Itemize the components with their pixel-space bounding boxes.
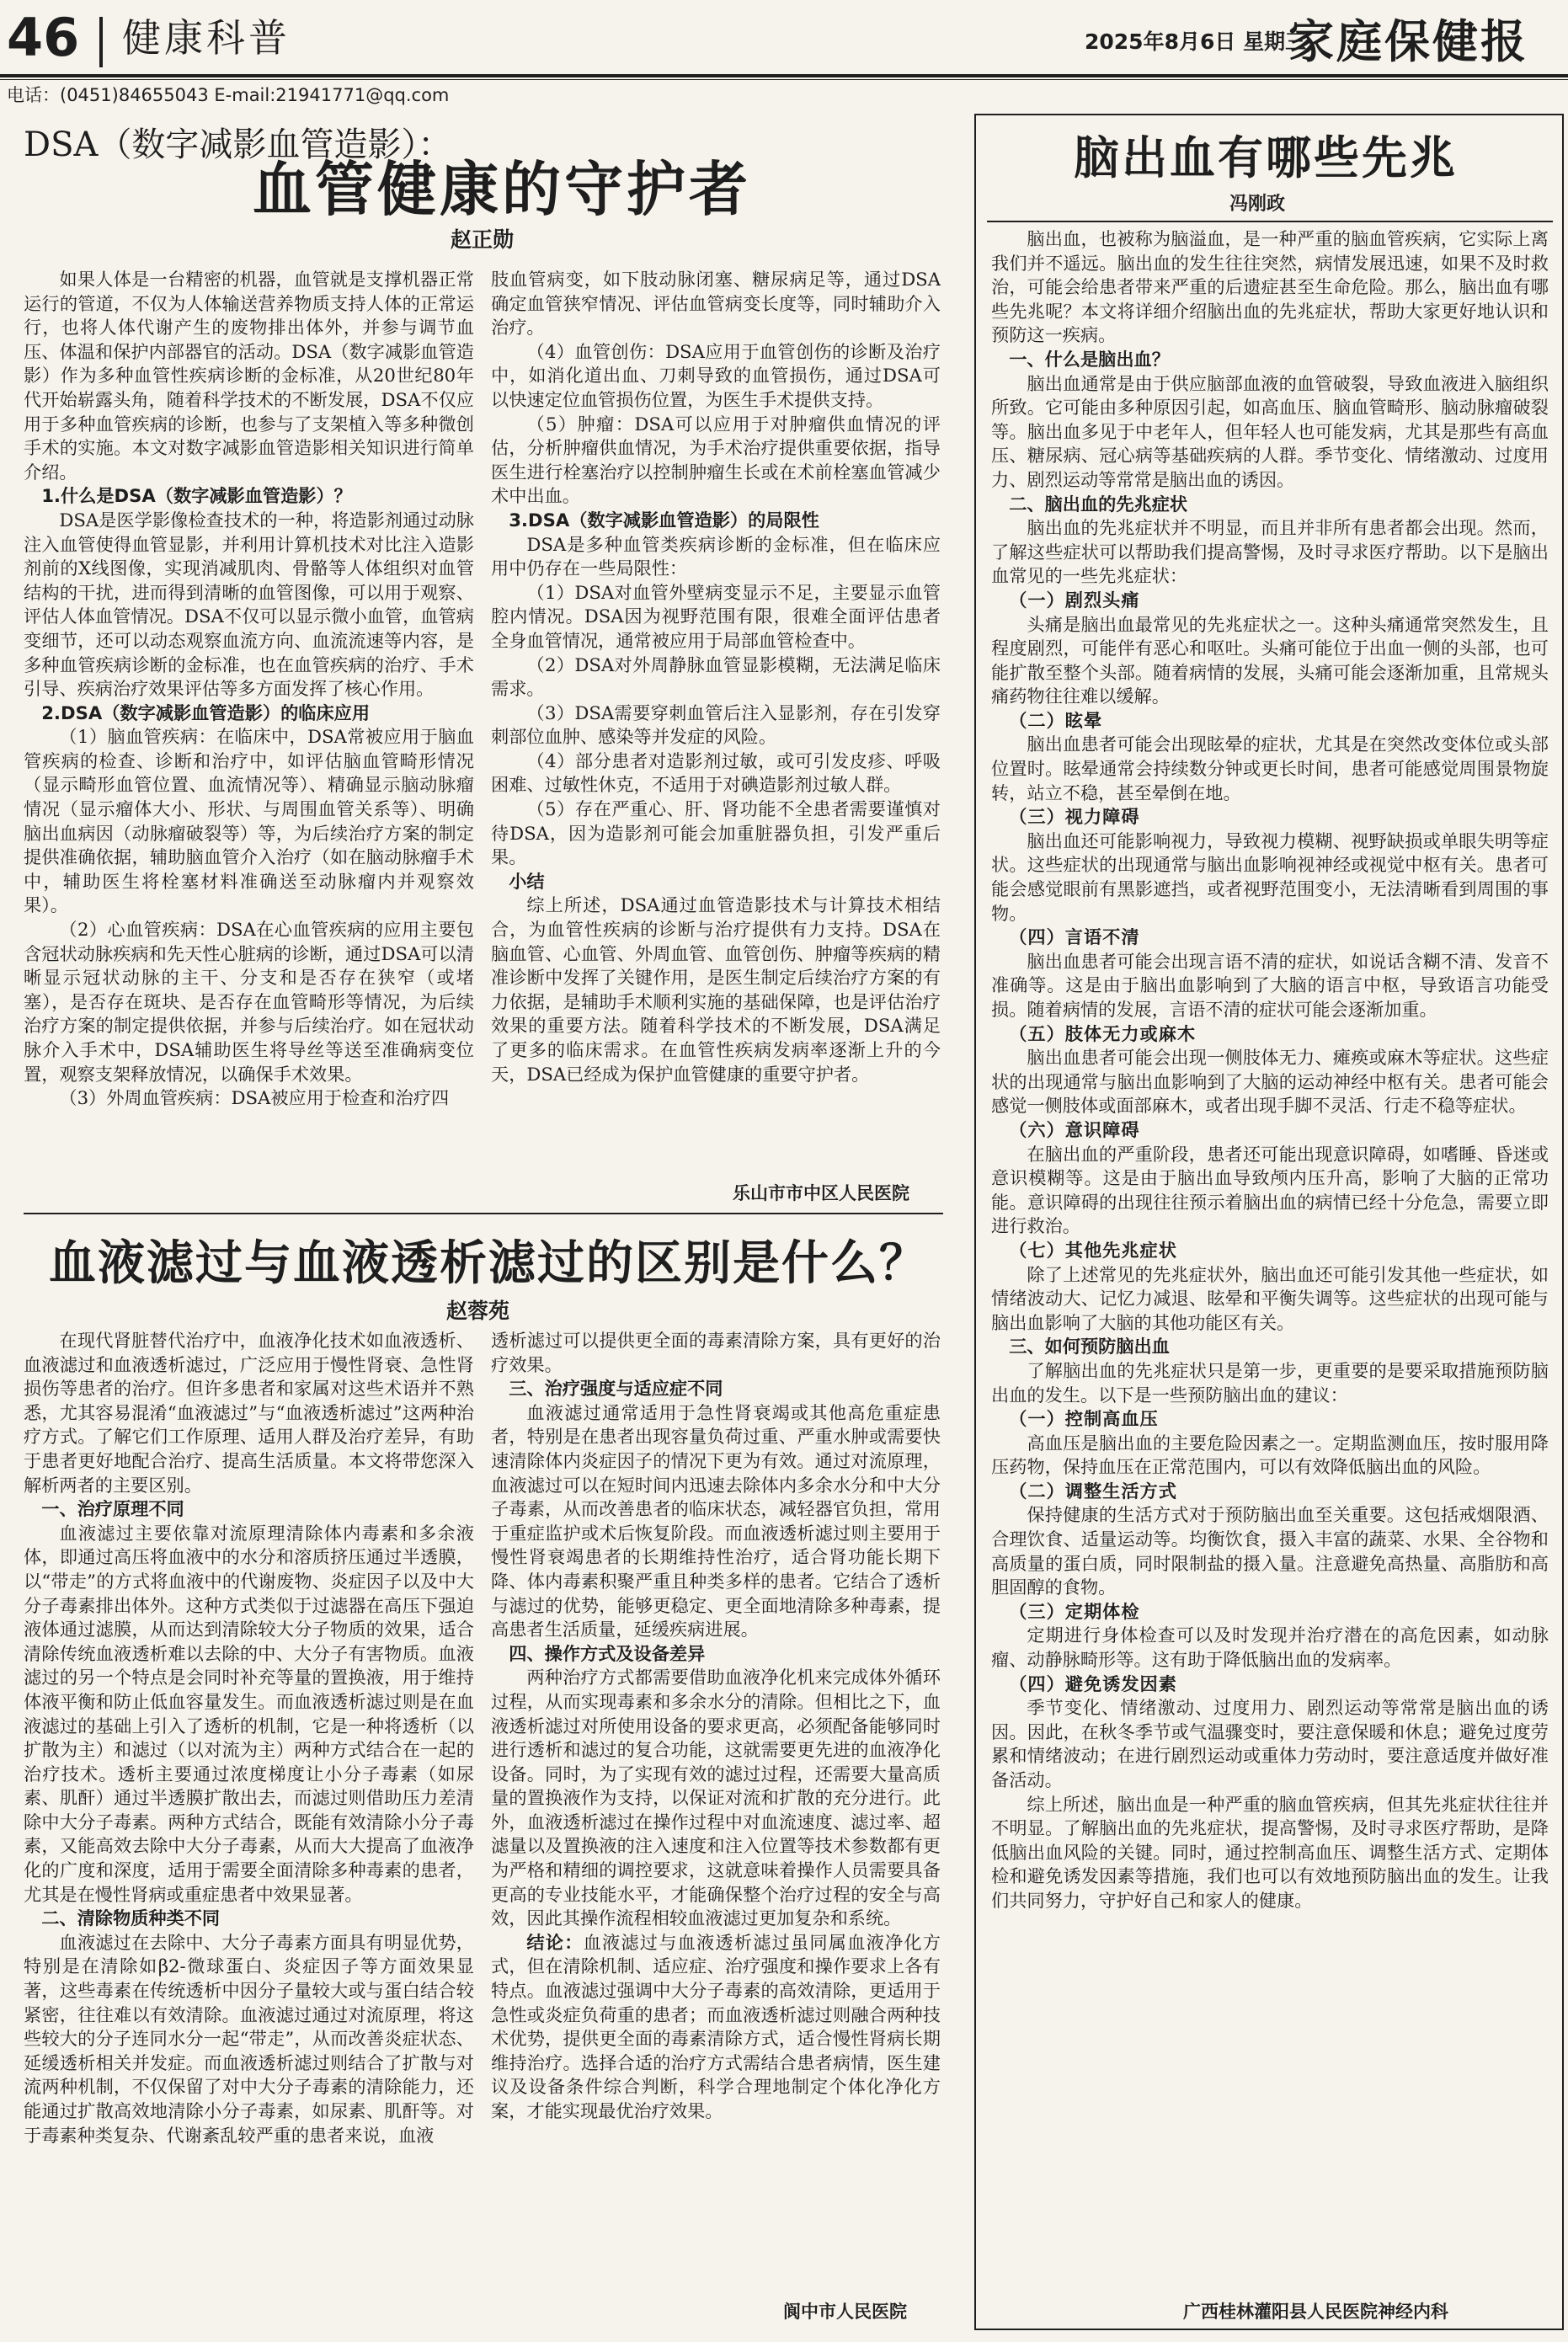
subheading-minor: （三）定期体检 — [1009, 1600, 1140, 1622]
article1-title: 血管健康的守护者 — [253, 154, 751, 224]
subheading: 二、清除物质种类不同 — [41, 1907, 221, 1929]
subheading-minor: （七）其他先兆症状 — [1009, 1239, 1177, 1261]
paragraph: （3）DSA需要穿刺血管后注入显影剂，存在引发穿刺部位血肿、感染等并发症的风险。 — [491, 702, 941, 748]
subheading-minor: （六）意识障碍 — [1009, 1118, 1140, 1140]
subheading: 3.DSA（数字减影血管造影）的局限性 — [509, 509, 819, 531]
paragraph: 综上所述，DSA通过血管造影技术与计算技术相结合，为血管性疾病的诊断与治疗提供有力支持。DSA在脑血管、心血管、外周血管、血管创伤、肿瘤等疾病的精准诊断中发挥了关键作用，是医生制定后续治疗方案的有力依据，是辅助手术顺利实施的基础保障，也是评估治疗效果的重要方法。随着科学技术的不断发展，DSA满足了更多的临床需求。在血管性疾病发病率逐渐上升的今天，DSA已经成为保护血管健康的重要守护者。 — [491, 894, 941, 1085]
header-rule-thin — [0, 79, 1568, 80]
paragraph: 脑出血还可能影响视力，导致视力模糊、视野缺损或单眼失明等症状。这些症状的出现通常与脑出血影响视神经或视觉中枢有关。患者可能会感觉眼前有黑影遮挡，或者视野范围变小，无法清晰看到周围的事物。 — [991, 830, 1549, 924]
article1-author: 赵正勋 — [451, 227, 515, 252]
paragraph: 血液滤过通常适用于急性肾衰竭或其他高危重症患者，特别是在患者出现容量负荷过重、严重水肿或需要快速清除体内炎症因子的情况下更为有效。通过对流原理，血液滤过可以在短时间内迅速去除体内多余水分和中大分子毒素，从而改善患者的临床状态，减轻器官负担，常用于重症监护或术后恢复阶段。而血液透析滤过则主要用于慢性肾衰竭患者的长期维持性治疗，适合肾功能长期下降、体内毒素积聚严重且种类多样的患者。它结合了透析与滤过的优势，能够更稳定、更全面地清除多种毒素，提高患者生活质量，延缓疾病进展。 — [491, 1401, 941, 1640]
paragraph: 肢血管病变，如下肢动脉闭塞、糖尿病足等，通过DSA确定血管狭窄情况、评估血管病变长度等，同时辅助介入治疗。 — [491, 269, 941, 339]
article3-title-rule — [987, 221, 1553, 222]
article2-title: 血液滤过与血液透析滤过的区别是什么？ — [49, 1235, 928, 1291]
paragraph — [491, 1931, 941, 2124]
issue-date: 2025年8月6日 星期三 — [1085, 29, 1307, 54]
paragraph: 在现代肾脏替代治疗中，血液净化技术如血液透析、血液滤过和血液透析滤过，广泛应用于慢性肾衰、急性肾损伤等患者的治疗。但许多患者和家属对这些术语并不熟悉，尤其容易混淆“血液滤过”与“血液透析滤过”这两种治疗方式。了解它们工作原理、适用人群及治疗差异，有助于患者更好地配合治疗、提高生活质量。本文将带您深入解析两者的主要区别。 — [24, 1330, 474, 1496]
paragraph: 在脑出血的严重阶段，患者还可能出现意识障碍，如嗜睡、昏迷或意识模糊等。这是由于脑出血导致颅内压升高，影响了大脑的正常功能。意识障碍的出现往往预示着脑出血的病情已经十分危急，需要立即进行救治。 — [991, 1143, 1549, 1237]
paper-name: 家庭保健报 — [1288, 14, 1528, 68]
subheading-minor: （二）调整生活方式 — [1009, 1480, 1177, 1502]
article2-affiliation: 阆中市人民医院 — [783, 2302, 907, 2322]
subheading-minor: （四）避免诱发因素 — [1009, 1672, 1177, 1694]
subheading-minor: （一）剧烈头痛 — [1009, 589, 1140, 611]
paragraph: DSA是多种血管类疾病诊断的金标准，但在临床应用中仍存在一些局限性： — [491, 533, 941, 579]
header-divider — [99, 17, 103, 67]
article1-column-left — [24, 268, 474, 1209]
paragraph: 透析滤过可以提供更全面的毒素清除方案，具有更好的治疗效果。 — [491, 1330, 941, 1375]
subheading: 2.DSA（数字减影血管造影）的临床应用 — [41, 702, 371, 723]
paragraph: （3）外周血管疾病：DSA被应用于检查和治疗四 — [59, 1087, 450, 1109]
article1-affiliation: 乐山市市中区人民医院 — [733, 1183, 909, 1203]
paragraph: 脑出血的先兆症状并不明显，而且并非所有患者都会出现。然而，了解这些症状可以帮助我们提高警惕，及时寻求医疗帮助。以下是脑出血常见的一些先兆症状： — [991, 517, 1549, 587]
subheading-minor: （四）言语不清 — [1009, 926, 1140, 948]
article1-kicker: DSA（数字减影血管造影）： — [24, 125, 452, 164]
subheading-minor: （三）视力障碍 — [1009, 806, 1140, 828]
paragraph: （5）肿瘤：DSA可以应用于对肿瘤供血情况的评估，分析肿瘤供血情况，为手术治疗提供重要依据，指导医生进行栓塞治疗以控制肿瘤生长或在术前栓塞血管减少术中出血。 — [491, 413, 941, 507]
paragraph: 除了上述常见的先兆症状外，脑出血还可能引发其他一些症状，如情绪波动大、记忆力减退、眩晕和平衡失调等。这些症状的出现可能与脑出血影响了大脑的其他功能区有关。 — [991, 1263, 1549, 1333]
article2-column-right — [491, 1329, 941, 2289]
paragraph: 血液滤过主要依靠对流原理清除体内毒素和多余液体，即通过高压将血液中的水分和溶质挤压通过半透膜，以“带走”的方式将血液中的代谢废物、炎症因子以及中大分子毒素排出体外。这种方式类似于过滤器在高压下强迫液体通过滤膜，从而达到清除较大分子物质的效果，适合清除传统血液透析难以去除的中、大分子有害物质。血液滤过的另一个特点是会同时补充等量的置换液，用于维持体液平衡和防止低血容量发生。而血液透析滤过则是在血液滤过的基础上引入了透析的机制，它是一种将透析（以扩散为主）和滤过（以对流为主）两种方式结合在一起的治疗技术。透析主要通过浓度梯度让小分子毒素（如尿素、肌酐）通过半透膜扩散出去，而滤过则借助压力差清除中大分子毒素。两种方式结合，既能有效清除小分子毒素，又能高效去除中大分子毒素，从而大大提高了血液净化的广度和深度，适用于需要全面清除多种毒素的患者，尤其是在慢性肾病或重症患者中效果显著。 — [24, 1522, 474, 1905]
paragraph: （1）DSA对血管外壁病变显示不足，主要显示血管腔内情况。DSA因为视野范围有限，很难全面评估患者全身血管情况，通常被应用于局部血管检查中。 — [491, 581, 941, 651]
article3-author: 冯刚政 — [1229, 194, 1286, 215]
paragraph: （5）存在严重心、肝、肾功能不全患者需要谨慎对待DSA，因为造影剂可能会加重脏器负担，引发严重后果。 — [491, 798, 941, 868]
paragraph: 定期进行身体检查可以及时发现并治疗潜在的高危因素，如动脉瘤、动静脉畸形等。这有助于降低脑出血的发病率。 — [991, 1624, 1549, 1671]
article3-affiliation: 广西桂林灌阳县人民医院神经内科 — [1183, 2302, 1448, 2322]
subheading: 一、治疗原理不同 — [41, 1498, 184, 1520]
paragraph: 脑出血患者可能会出现眩晕的症状，尤其是在突然改变体位或头部位置时。眩晕通常会持续数分钟或更长时间，患者可能感觉周围景物旋转，站立不稳，甚至晕倒在地。 — [991, 734, 1549, 803]
paragraph: 脑出血，也被称为脑溢血，是一种严重的脑血管疾病，它实际上离我们并不遥远。脑出血的发生往往突然，病情发展迅速，如果不及时救治，可能会给患者带来严重的后遗症甚至生命危险。那么，脑出血有哪些先兆呢？本文将详细介绍脑出血的先兆症状，帮助大家更好地认识和预防这一疾病。 — [991, 228, 1549, 346]
paragraph: （2）DSA对外周静脉血管显影模糊，无法满足临床需求。 — [491, 654, 941, 700]
paragraph: 如果人体是一台精密的机器，血管就是支撑机器正常运行的管道，不仅为人体输送营养物质支持人体的正常运行，也将人体代谢产生的废物排出体外，并参与调节血压、体温和保护内部器官的活动。DSA（数字减影血管造影）作为多种血管性疾病诊断的金标准，从20世纪80年代开始崭露头角，随着科学技术的不断发展，DSA不仅应用于多种血管疾病的诊断，也参与了支架植入等多种微创手术的实施。本文对数字减影血管造影相关知识进行简单介绍。 — [24, 269, 474, 483]
section-title: 健康科普 — [122, 15, 291, 61]
subheading: 1.什么是DSA（数字减影血管造影）？ — [41, 485, 352, 507]
paragraph: 高血压是脑出血的主要危险因素之一。定期监测血压，按时服用降压药物，保持血压在正常范围内，可以有效降低脑出血的风险。 — [991, 1432, 1549, 1478]
paragraph: （4）部分患者对造影剂过敏，或可引发皮疹、呼吸困难、过敏性休克，不适用于对碘造影剂过敏人群。 — [491, 750, 941, 796]
header-rule — [0, 74, 1568, 77]
subheading: 四、操作方式及设备差异 — [509, 1642, 706, 1664]
paragraph: （2）心血管疾病：DSA在心血管疾病的应用主要包含冠状动脉疾病和先天性心脏病的诊断，通过DSA可以清晰显示冠状动脉的主干、分支和是否存在狭窄（或堵塞），是否存在斑块、是否存在血管畸形等情况，为后续治疗方案的制定提供依据，并参与后续治疗。如在冠状动脉介入手术中，DSA辅助医生将导丝等送至准确病变位置，观察支架释放情况，以确保手术效果。 — [24, 919, 474, 1085]
paragraph: 脑出血通常是由于供应脑部血液的血管破裂，导致血液进入脑组织所致。它可能由多种原因引起，如高血压、脑血管畸形、脑动脉瘤破裂等。脑出血多见于中老年人，但年轻人也可能发病，尤其是那些有高血压、糖尿病、冠心病等基础疾病的人群。季节变化、情绪激动、过度用力、剧烈运动等常常是脑出血的诱因。 — [991, 372, 1549, 490]
paragraph: DSA是医学影像检查技术的一种，将造影剂通过动脉注入血管使得血管显影，并利用计算机技术对比注入造影剂前的X线图像，实现消减肌肉、骨骼等人体组织对血管结构的干扰，进而得到清晰的血管图像，可以用于观察、评估人体血管情况。DSA不仅可以显示微小血管，血管病变细节，还可以动态观察血流方向、血流流速等内容，是多种血管疾病诊断的金标准，也在血管疾病的治疗、手术引导、疾病治疗效果评估等多方面发挥了核心作用。 — [24, 509, 474, 700]
subheading: 三、治疗强度与适应症不同 — [509, 1378, 723, 1400]
paragraph: 综上所述，脑出血是一种严重的脑血管疾病，但其先兆症状往往并不明显。了解脑出血的先兆症状，提高警惕，及时寻求医疗帮助，是降低脑出血风险的关键。同时，通过控制高血压、调整生活方式、定期体检和避免诱发因素等措施，我们也可以有效地预防脑出血的发生。让我们共同努力，守护好自己和家人的健康。 — [991, 1793, 1549, 1911]
article2-column-left — [24, 1329, 474, 2327]
subheading: 二、脑出血的先兆症状 — [1009, 493, 1188, 515]
subheading-minor: （五）肢体无力或麻木 — [1009, 1022, 1197, 1044]
paragraph: （4）血管创伤：DSA应用于血管创伤的诊断及治疗中，如消化道出血、刀刺导致的血管损伤，通过DSA可以快速定位血管损伤位置，为医生手术提供支持。 — [491, 340, 941, 410]
paragraph: 两种治疗方式都需要借助血液净化机来完成体外循环过程，从而实现毒素和多余水分的清除。但相比之下，血液透析滤过对所使用设备的要求更高，必须配备能够同时进行透析和滤过的复合功能，这就需要更先进的血液净化设备。同时，为了实现有效的滤过过程，还需要大量高质量的置换液作为支持，以保证对流和扩散的充分进行。此外，血液透析滤过在操作过程中对血流速度、滤过率、超滤量以及置换液的注入速度和注入位置等技术参数都有更为严格和精细的调控要求，这就意味着操作人员需要具备更高的专业技能水平，才能确保整个治疗过程的安全与高效，因此其操作流程相较血液滤过更加复杂和系统。 — [491, 1667, 941, 1929]
paragraph: （1）脑血管疾病：在临床中，DSA常被应用于脑血管疾病的检查、诊断和治疗中，如评估脑血管畸形情况（显示畸形血管位置、血流情况等）、精确显示脑动脉瘤情况（显示瘤体大小、形状、与周围血管关系等）、明确脑出血病因（动脉瘤破裂等）等，为后续治疗方案的制定提供准确依据，辅助脑血管介入治疗（如在脑动脉瘤手术中，辅助医生将栓塞材料准确送至动脉瘤内并观察效果）。 — [24, 726, 474, 916]
paragraph: 血液滤过在去除中、大分子毒素方面具有明显优势，特别是在清除如β2-微球蛋白、炎症因子等方面效果显著，这些毒素在传统透析中因分子量较大或与蛋白结合较紧密，往往难以有效清除。血液滤过通过对流原理，将这些较大的分子连同水分一起“带走”，从而改善炎症状态、延缓透析相关并发症。而血液透析滤过则结合了扩散与对流两种机制，不仅保留了对中大分子毒素的清除能力，还能通过扩散高效地清除小分子毒素，如尿素、肌酐等。对于毒素种类复杂、代谢紊乱较严重的患者来说，血液 — [24, 1931, 474, 2146]
article3-body — [991, 227, 1549, 2282]
article1-column-right — [491, 268, 941, 1177]
subheading-minor: （一）控制高血压 — [1009, 1408, 1159, 1430]
page-number: 46 — [7, 7, 80, 68]
subheading: 三、如何预防脑出血 — [1009, 1336, 1170, 1358]
contact-info: 电话：(0451)84655043 E-mail:21941771@qq.com — [7, 85, 450, 105]
paragraph-text: 血液滤过与血液透析滤过虽同属血液净化方式，但在清除机制、适应症、治疗强度和操作要求上各有特点。血液滤过强调中大分子毒素的高效清除，更适用于急性或炎症负荷重的患者；而血液透析滤过则融合两种技术优势，提供更全面的毒素清除方式，适合慢性肾病长期维持治疗。选择合适的治疗方式需结合患者病情，医生建议及设备条件综合判断，科学合理地制定个体化净化方案，才能实现最优治疗效果。 — [491, 1931, 941, 2121]
paragraph-lead: 结论： — [526, 1931, 584, 1953]
subheading-minor: （二）眩晕 — [1009, 709, 1103, 731]
subheading: 小结 — [509, 870, 545, 892]
subheading: 一、什么是脑出血？ — [1009, 348, 1170, 370]
paragraph: 头痛是脑出血最常见的先兆症状之一。这种头痛通常突然发生，且程度剧烈，可能伴有恶心和呕吐。头痛可能位于出血一侧的头部，也可能扩散至整个头部。随着病情的发展，头痛可能会逐渐加重，且常规头痛药物往往难以缓解。 — [991, 613, 1549, 707]
article2-author: 赵蓉苑 — [446, 1299, 510, 1323]
paragraph: 脑出血患者可能会出现一侧肢体无力、瘫痪或麻木等症状。这些症状的出现通常与脑出血影响到了大脑的运动神经中枢有关。患者可能会感觉一侧肢体或面部麻木，或者出现手脚不灵活、行走不稳等症状。 — [991, 1047, 1549, 1117]
article-divider — [24, 1213, 943, 1214]
paragraph: 保持健康的生活方式对于预防脑出血至关重要。这包括戒烟限酒、合理饮食、适量运动等。均衡饮食，摄入丰富的蔬菜、水果、全谷物和高质量的蛋白质，同时限制盐的摄入量。注意避免高热量、高脂肪和高胆固醇的食物。 — [991, 1504, 1549, 1598]
paragraph: 了解脑出血的先兆症状只是第一步，更重要的是要采取措施预防脑出血的发生。以下是一些预防脑出血的建议： — [991, 1359, 1549, 1406]
paragraph: 脑出血患者可能会出现言语不清的症状，如说话含糊不清、发音不准确等。这是由于脑出血影响到了大脑的语言中枢，导致语言功能受损。随着病情的发展，言语不清的症状可能会逐渐加重。 — [991, 950, 1549, 1020]
paragraph: 季节变化、情绪激动、过度用力、剧烈运动等常常是脑出血的诱因。因此，在秋冬季节或气温骤变时，要注意保暖和休息；避免过度劳累和情绪波动；在进行剧烈运动或重体力劳动时，要注意适度并做好准备活动。 — [991, 1697, 1549, 1790]
article3-title: 脑出血有哪些先兆 — [1074, 131, 1458, 184]
